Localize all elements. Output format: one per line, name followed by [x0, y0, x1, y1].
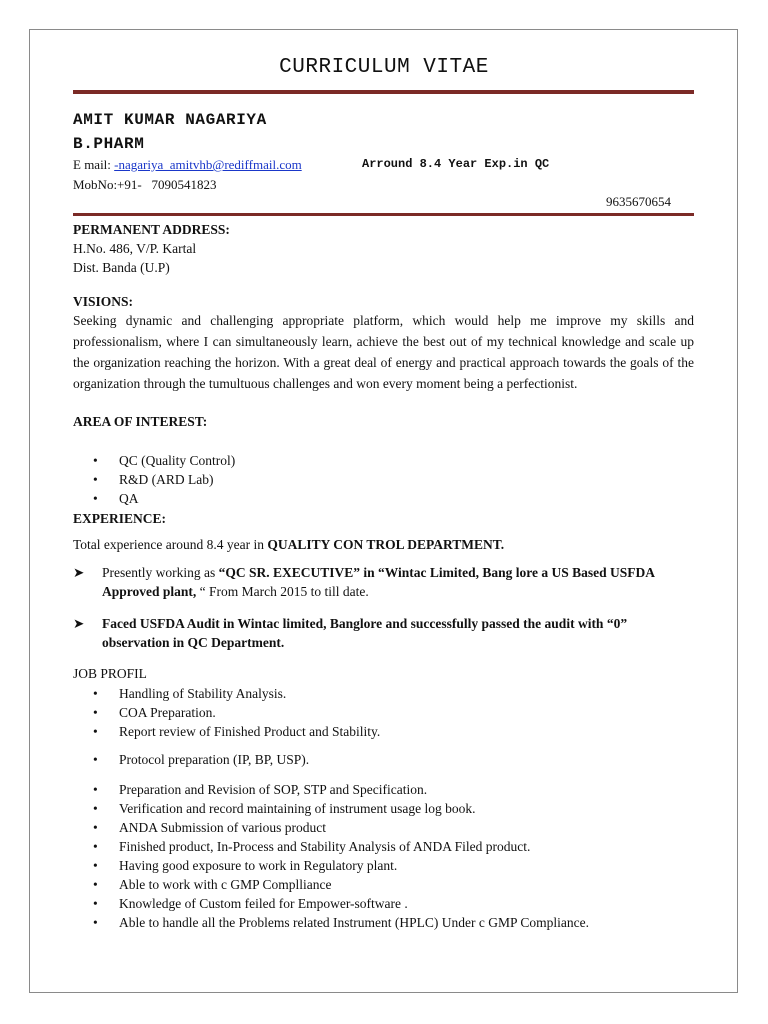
experience-item-1-role: “QC SR. EXECUTIVE” in “Wintac Limited, Bang lore a US Based USFDA Approved plant,	[102, 565, 655, 599]
list-item: • QC (Quality Control)	[73, 451, 235, 470]
experience-total	[73, 537, 504, 553]
list-item: • Handling of Stability Analysis.	[73, 684, 380, 703]
list-item: • Protocol preparation (IP, BP, USP).	[73, 750, 309, 769]
experience-heading: EXPERIENCE:	[73, 511, 167, 526]
candidate-degree: B.PHARM	[73, 135, 145, 153]
experience-item-1-prefix: Presently working as	[102, 565, 219, 580]
job-heading: JOB PROFIL	[73, 666, 147, 681]
job-list-c	[73, 780, 589, 932]
list-item: • Report review of Finished Product and Stability.	[73, 722, 380, 741]
experience-department: QUALITY CON TROL DEPARTMENT.	[267, 537, 505, 552]
list-item: • Verification and record maintaining of instrument usage log book.	[73, 799, 589, 818]
mobile-number-2: 9635670654	[606, 194, 671, 209]
list-item: • Preparation and Revision of SOP, STP and Specification.	[73, 780, 589, 799]
email-label: E mail:	[73, 157, 115, 172]
address-heading: PERMANENT ADDRESS:	[73, 222, 230, 237]
list-item: • COA Preparation.	[73, 703, 380, 722]
address-line-1: H.No. 486, V/P. Kartal	[73, 241, 197, 256]
arrow-bullet-icon: ➤	[73, 616, 85, 631]
arrow-bullet-icon: ➤	[73, 565, 85, 580]
list-item: • ANDA Submission of various product	[73, 818, 589, 837]
list-item: • QA	[73, 489, 235, 508]
experience-note: Arround 8.4 Year Exp.in QC	[362, 157, 550, 171]
experience-item-1-date: “ From March 2015 to till date.	[196, 584, 369, 599]
mobile-number: 7090541823	[151, 177, 217, 192]
list-item: • Having good exposure to work in Regulatory plant.	[73, 856, 589, 875]
visions-heading: VISIONS:	[73, 294, 134, 309]
list-item: • Knowledge of Custom feiled for Empower-software .	[73, 894, 589, 913]
interest-heading: AREA OF INTEREST:	[73, 414, 208, 429]
mobile-label: MobNo:+91-	[73, 177, 142, 192]
interest-list	[73, 451, 235, 508]
list-item: • R&D (ARD Lab)	[73, 470, 235, 489]
job-list-b	[73, 750, 309, 769]
experience-item-2-text: Faced USFDA Audit in Wintac limited, Banglore and successfully passed the audit with “0” observation in QC Department.	[102, 616, 628, 650]
title-rule	[73, 90, 694, 94]
job-list-a	[73, 684, 380, 741]
address-line-2: Dist. Banda (U.P)	[73, 260, 170, 275]
experience-total-text: Total experience around 8.4 year in	[73, 537, 268, 552]
email-link[interactable]: -nagariya_amitvhb@rediffmail.com	[114, 157, 302, 172]
document-title: CURRICULUM VITAE	[279, 56, 489, 79]
mobile-line	[73, 177, 216, 193]
email-line	[73, 157, 302, 173]
header-rule	[73, 213, 694, 216]
list-item: • Finished product, In-Process and Stability Analysis of ANDA Filed product.	[73, 837, 589, 856]
visions-text: Seeking dynamic and challenging appropriate platform, which would help me improve my skills and professionalism, where I can simultaneously learn, achieve the best out of my technical knowledge and scale up the organization reaching the horizon. With a great deal of energy and practical approach towards the goals of the organization through the tumultuous challenges and won every moment being a perfectionist.	[73, 313, 694, 391]
list-item: • Able to work with c GMP Complliance	[73, 875, 589, 894]
experience-item-1	[73, 563, 694, 601]
candidate-name: AMIT KUMAR NAGARIYA	[73, 111, 267, 129]
experience-item-2	[73, 614, 694, 652]
list-item: • Able to handle all the Problems related Instrument (HPLC) Under c GMP Compliance.	[73, 913, 589, 932]
